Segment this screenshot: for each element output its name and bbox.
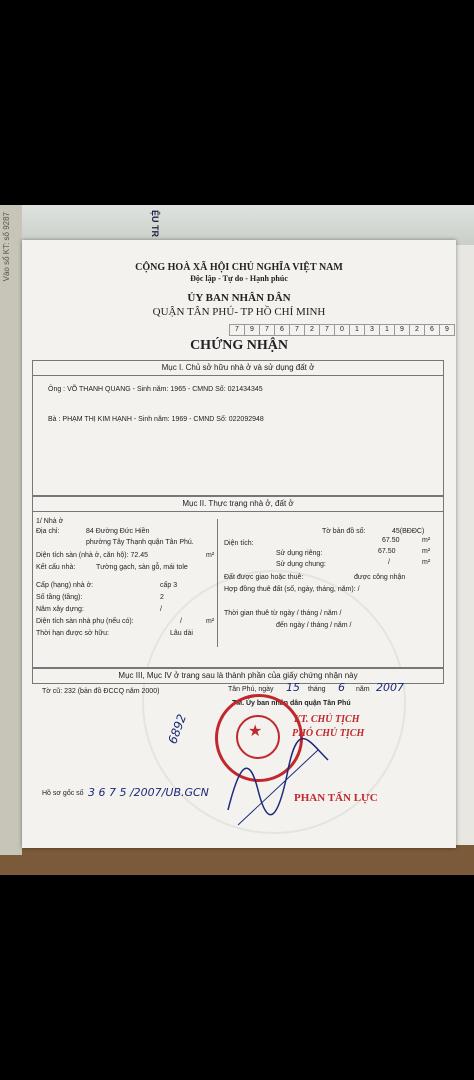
area-label: Diện tích: (224, 540, 254, 547)
lease-from: Thời gian thuê từ ngày / tháng / năm / (224, 610, 342, 617)
side-register-label: Vào sổ KT: số 9287 (2, 212, 11, 282)
structure-label: Kết cấu nhà: (36, 564, 76, 571)
serial-digit: 7 (319, 324, 335, 336)
serial-digit: 9 (439, 324, 455, 336)
serial-digit: 2 (409, 324, 425, 336)
old-sheet-note: Tờ cũ: 232 (bản đồ ĐCCQ năm 2000) (42, 688, 160, 695)
floor-unit: m² (206, 552, 215, 559)
section-2-box (32, 496, 444, 668)
address-value: 84 Đường Đức Hiền (86, 528, 150, 535)
serial-digit: 9 (394, 324, 410, 336)
section-1-heading: Mục I. Chủ sở hữu nhà ở và sử dụng đất ở (32, 360, 444, 376)
floors-value: 2 (160, 594, 164, 601)
serial-digit: 6 (424, 324, 440, 336)
year-built-label: Năm xây dựng: (36, 606, 84, 613)
file-number: 3 6 7 5 /2007/UB.GCN (88, 786, 209, 799)
serial-digit: 2 (304, 324, 320, 336)
annex-area-unit: m² (206, 618, 215, 625)
adjacent-paper (455, 245, 474, 845)
acting-chairman: KT. CHỦ TỊCH (294, 714, 360, 725)
section-3-heading: Mục III, Mục IV ở trang sau là thành phần của giấy chứng nhận này (32, 668, 444, 684)
term-value: Lâu dài (170, 630, 193, 637)
serial-digit: 1 (349, 324, 365, 336)
motto: Độc lập - Tự do - Hạnh phúc (190, 274, 288, 283)
certificate-page (22, 240, 456, 848)
column-divider (217, 519, 218, 647)
serial-number (230, 324, 455, 336)
file-number-label: Hồ sơ gốc số (42, 790, 84, 797)
date-prefix: Tân Phú, ngày (228, 686, 274, 693)
signature (218, 730, 338, 840)
annex-area-label: Diện tích sàn nhà phụ (nếu có): (36, 618, 134, 625)
area-value: 67.50 (382, 537, 400, 544)
private-use-unit: m² (422, 548, 431, 555)
district-heading: QUẬN TÂN PHÚ- TP HỒ CHÍ MINH (152, 306, 326, 318)
vice-chairman: PHÓ CHỦ TỊCH (292, 728, 365, 739)
serial-digit: 3 (364, 324, 380, 336)
star-icon: ★ (248, 723, 263, 740)
house-label: 1/ Nhà ở (36, 518, 64, 525)
serial-digit: 7 (229, 324, 245, 336)
private-use-label: Sử dụng riêng: (276, 550, 323, 557)
map-sheet-value: 45(BĐĐC) (392, 528, 425, 535)
behalf-of: TM. Ủy ban nhân dân quận Tân Phú (232, 700, 351, 707)
allocated-value: được công nhận (354, 574, 406, 581)
private-use-value: 67.50 (378, 548, 396, 555)
date-day: 15 (286, 681, 300, 694)
section-2-heading: Mục II. Thực trạng nhà ở, đất ở (32, 496, 444, 512)
shared-use-value: / (388, 559, 390, 566)
address-label: Địa chỉ: (36, 528, 60, 535)
serial-digit: 9 (244, 324, 260, 336)
serial-digit: 6 (274, 324, 290, 336)
area-unit: m² (422, 537, 431, 544)
folder-left-edge (0, 205, 22, 855)
month-label: tháng (308, 686, 326, 693)
top-folder-label: ỆU TR (150, 210, 160, 237)
margin-note: 6892 (165, 712, 190, 746)
folder-background (0, 205, 474, 245)
certificate-title: CHỨNG NHẬN (190, 338, 288, 353)
annex-area-value: / (180, 618, 182, 625)
year-built-value: / (160, 606, 162, 613)
date-month: 6 (338, 681, 345, 694)
grade-value: cấp 3 (160, 582, 178, 589)
serial-digit: 7 (259, 324, 275, 336)
committee-heading: ỦY BAN NHÂN DÂN (187, 292, 291, 304)
owner-1: Ông : VÕ THANH QUANG - Sinh năm: 1965 - CMND Số: 021434345 (48, 386, 263, 393)
grade-label: Cấp (hạng) nhà ở: (36, 582, 94, 589)
serial-digit: 0 (334, 324, 350, 336)
floor-area: Diện tích sàn (nhà ở, căn hộ): 72.45 (36, 552, 148, 559)
year-label: năm (356, 686, 370, 693)
date-year: 2007 (376, 681, 404, 694)
allocated-label: Đất được giao hoặc thuê: (224, 574, 304, 581)
address-line2: phường Tây Thạnh quận Tân Phú. (86, 539, 194, 546)
owner-2: Bà : PHẠM THỊ KIM HẠNH - Sinh năm: 1969 - CMND Số: 022092948 (48, 416, 264, 423)
lease-contract: Hợp đồng thuê đất (số, ngày, tháng, năm): / (224, 586, 360, 593)
serial-digit: 7 (289, 324, 305, 336)
republic-heading: CỘNG HOÀ XÃ HỘI CHỦ NGHĨA VIỆT NAM (135, 262, 343, 273)
map-sheet-label: Tờ bản đồ số: (322, 528, 366, 535)
lease-to: đến ngày / tháng / năm / (276, 622, 352, 629)
section-1-box (32, 360, 444, 496)
structure-value: Tường gạch, sàn gỗ, mái tole (96, 564, 188, 571)
floors-label: Số tầng (tầng): (36, 594, 83, 601)
shared-use-label: Sử dụng chung: (276, 561, 326, 568)
term-label: Thời hạn được sở hữu: (36, 630, 109, 637)
signer-name: PHAN TẤN LỰC (294, 792, 378, 804)
shared-use-unit: m² (422, 559, 431, 566)
serial-digit: 1 (379, 324, 395, 336)
